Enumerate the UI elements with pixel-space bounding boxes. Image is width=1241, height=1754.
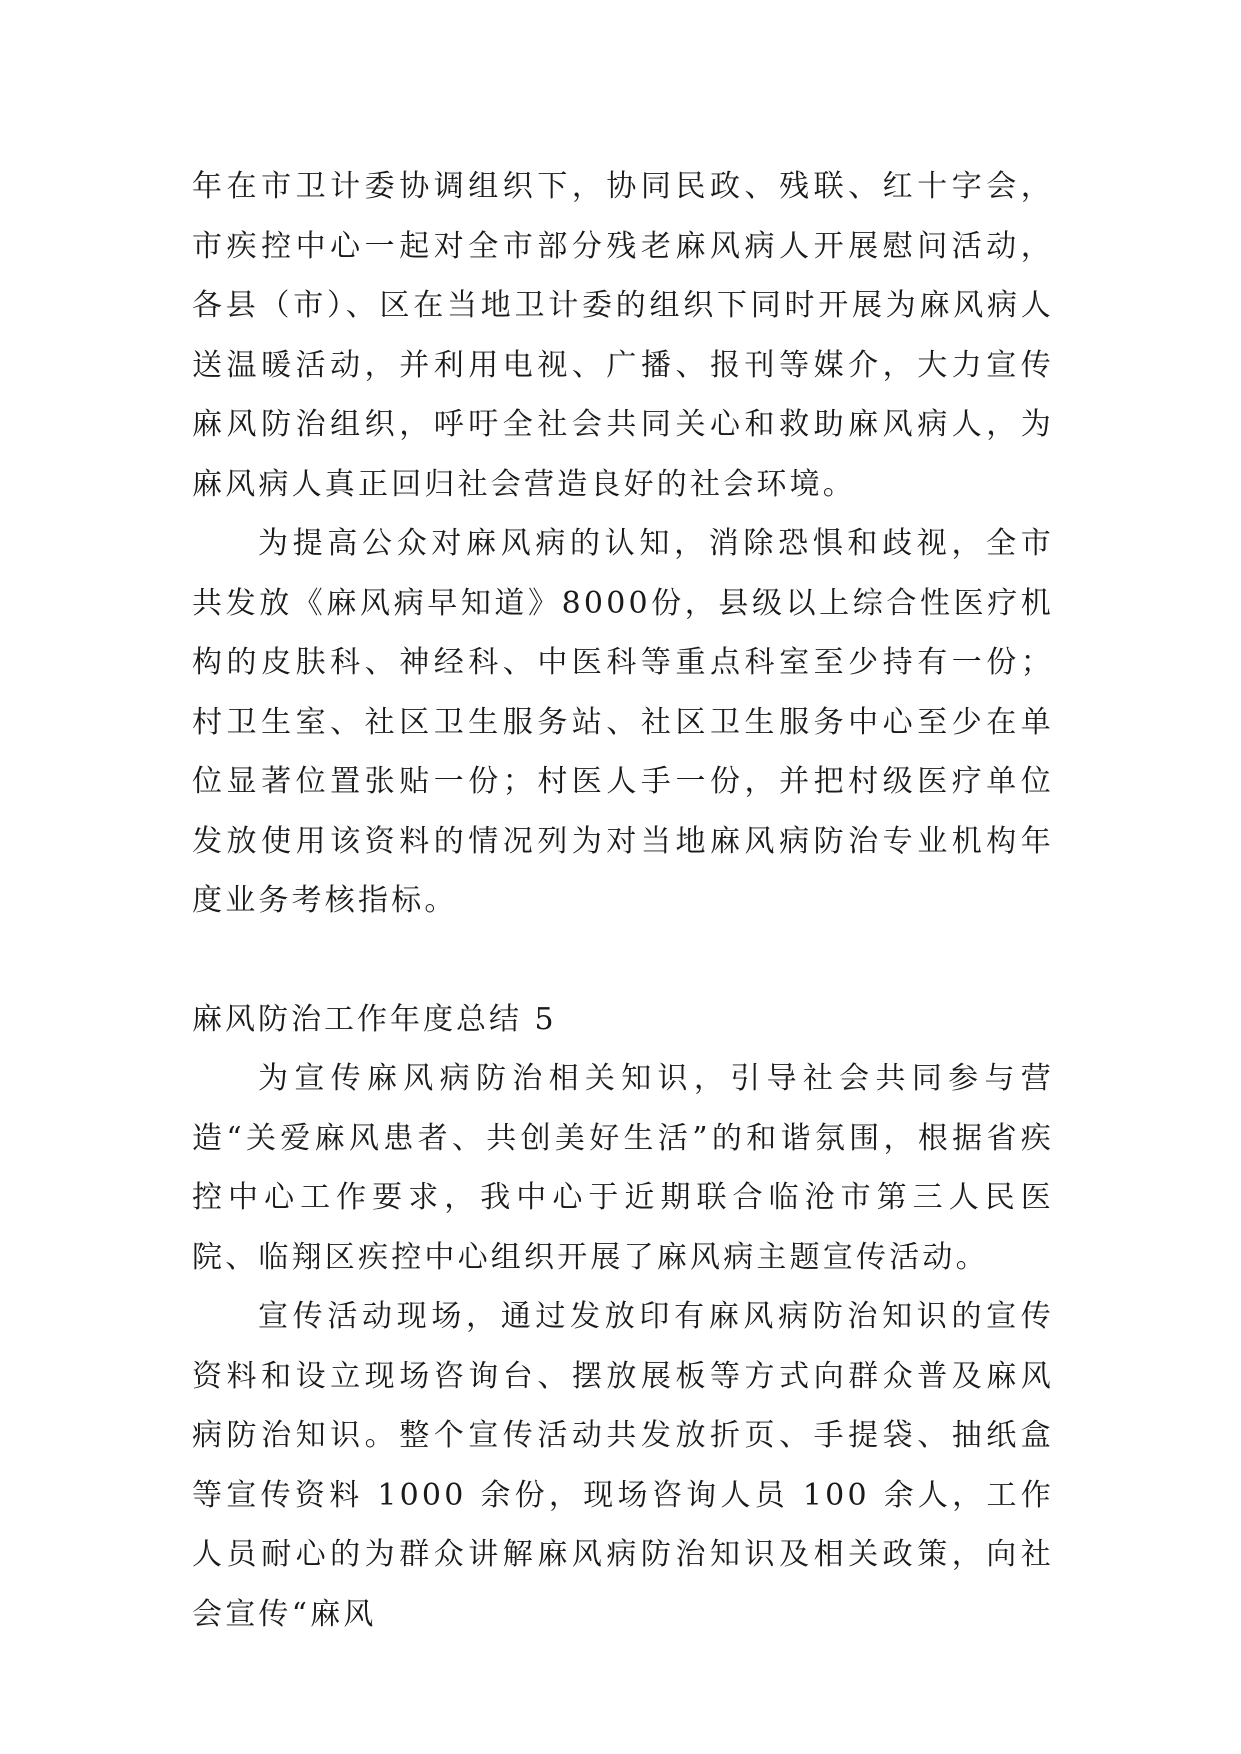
document-body — [192, 157, 1054, 1644]
paragraph-campaign-details: 宣传活动现场，通过发放印有麻风病防治知识的宣传资料和设立现场咨询台、摆放展板等方式向群众普及麻风病防治知识。整个宣传活动共发放折页、手提袋、抽纸盒等宣传资料 1000 余份，现场咨询人员 100 余人，工作人员耐心的为群众讲解麻风病防治知识及相关政策，向社会宣传“麻风 — [192, 1299, 1054, 1632]
paragraph-campaign-intro: 为宣传麻风病防治相关知识，引导社会共同参与营造“关爱麻风患者、共创美好生活”的和谐氛围，根据省疾控中心工作要求，我中心于近期联合临沧市第三人民医院、临翔区疾控中心组织开展了麻风病主题宣传活动。 — [192, 1061, 1054, 1275]
paragraph-outreach-activities: 年在市卫计委协调组织下，协同民政、残联、红十字会，市疾控中心一起对全市部分残老麻风病人开展慰问活动，各县（市）、区在当地卫计委的组织下同时开展为麻风病人送温暖活动，并利用电视、广播、报刊等媒介，大力宣传麻风防治组织，呼吁全社会共同关心和救助麻风病人，为麻风病人真正回归社会营造良好的社会环境。 — [192, 169, 1054, 502]
section-heading: 麻风防治工作年度总结 5 — [192, 1001, 557, 1037]
paragraph-brochure-distribution: 为提高公众对麻风病的认知，消除恐惧和歧视，全市共发放《麻风病早知道》8000份，县级以上综合性医疗机构的皮肤科、神经科、中医科等重点科室至少持有一份；村卫生室、社区卫生服务站、社区卫生服务中心至少在单位显著位置张贴一份；村医人手一份，并把村级医疗单位发放使用该资料的情况列为对当地麻风病防治专业机构年度业务考核指标。 — [192, 526, 1054, 918]
